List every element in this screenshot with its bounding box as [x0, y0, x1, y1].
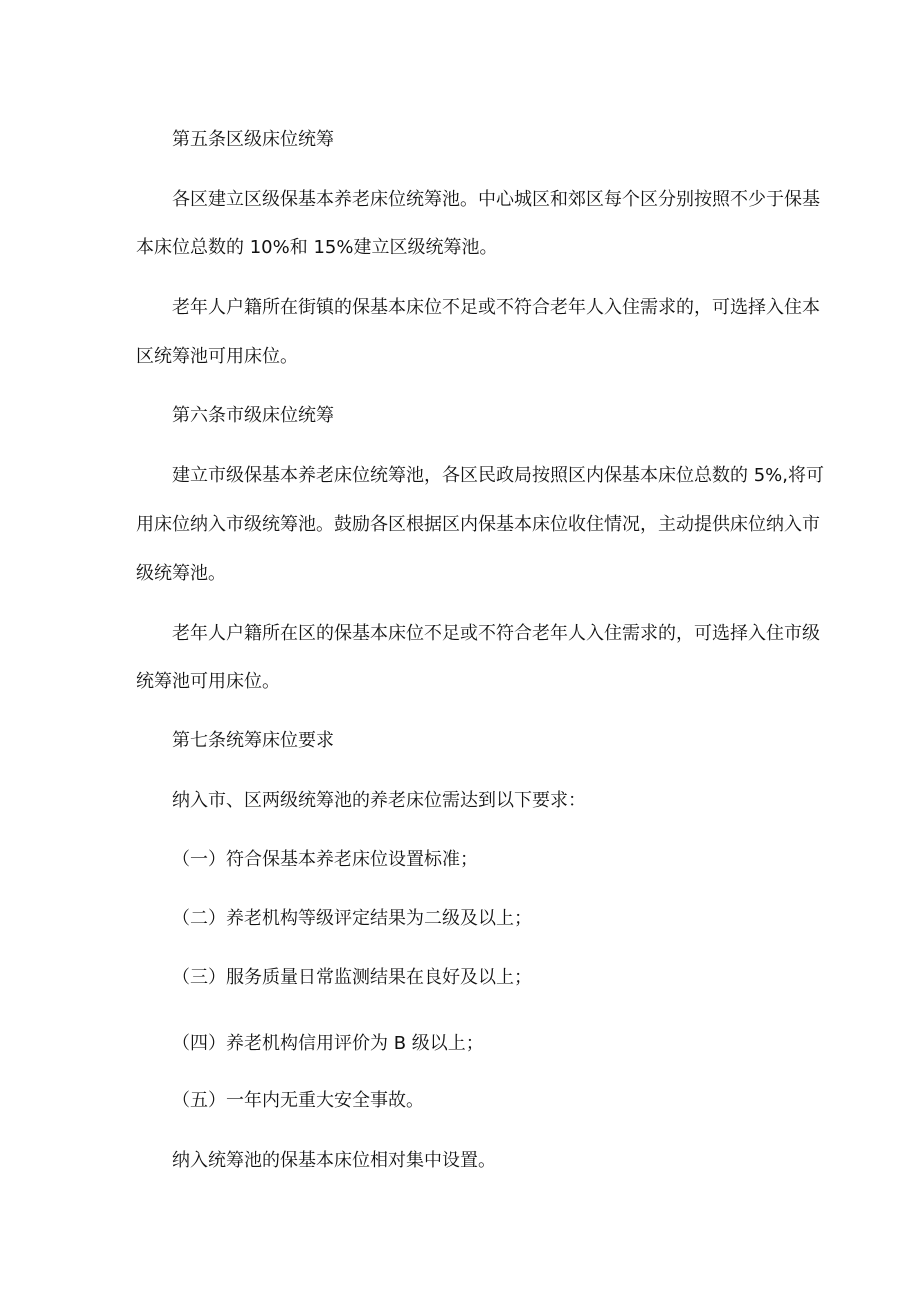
article-5-paragraph-2-line-1: 老年人户籍所在街镇的保基本床位不足或不符合老年人入住需求的，可选择入住本 — [172, 297, 820, 318]
article-5-paragraph-1-line-2: 本床位总数的 10%和 15%建立区级统筹池。 — [136, 237, 498, 258]
article-5-heading: 第五条区级床位统筹 — [172, 129, 334, 150]
article-7-heading: 第七条统筹床位要求 — [172, 730, 334, 751]
article-6-paragraph-1-line-1: 建立市级保基本养老床位统筹池，各区民政局按照区内保基本床位总数的 5%,将可 — [172, 465, 824, 486]
requirement-item-4: （四）养老机构信用评价为 B 级以上； — [172, 1033, 484, 1054]
requirement-item-3: （三）服务质量日常监测结果在良好及以上； — [172, 967, 532, 988]
article-7-intro: 纳入市、区两级统筹池的养老床位需达到以下要求： — [172, 790, 586, 811]
article-6-heading: 第六条市级床位统筹 — [172, 405, 334, 426]
requirement-item-1: （一）符合保基本养老床位设置标准； — [172, 849, 478, 870]
article-5-paragraph-1-line-1: 各区建立区级保基本养老床位统筹池。中心城区和郊区每个区分别按照不少于保基 — [172, 189, 820, 210]
article-6-paragraph-2-line-2: 统筹池可用床位。 — [136, 671, 280, 692]
requirement-item-5: （五）一年内无重大安全事故。 — [172, 1090, 424, 1111]
article-5-paragraph-2-line-2: 区统筹池可用床位。 — [136, 346, 298, 367]
article-7-closing: 纳入统筹池的保基本床位相对集中设置。 — [172, 1150, 496, 1171]
article-6-paragraph-1-line-2: 用床位纳入市级统筹池。鼓励各区根据区内保基本床位收住情况，主动提供床位纳入市 — [136, 514, 820, 535]
article-6-paragraph-2-line-1: 老年人户籍所在区的保基本床位不足或不符合老年人入住需求的，可选择入住市级 — [172, 623, 820, 644]
requirement-item-2: （二）养老机构等级评定结果为二级及以上； — [172, 908, 532, 929]
article-6-paragraph-1-line-3: 级统筹池。 — [136, 563, 226, 584]
